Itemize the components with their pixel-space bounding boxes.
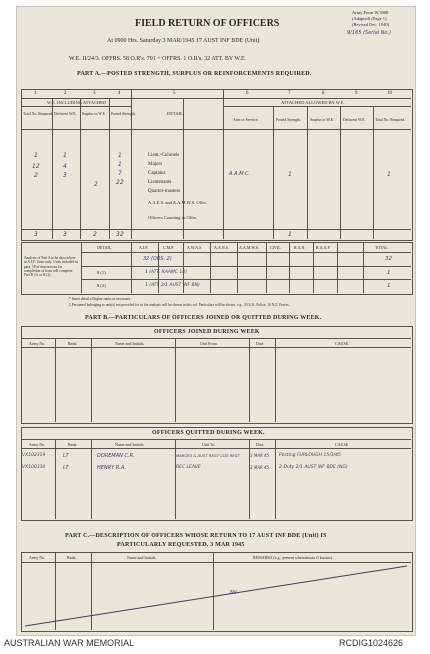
quitted-row1-date: 3 MAR 45	[250, 453, 270, 458]
col-num-2: 2	[64, 91, 67, 96]
detail-note: Analysis of Part A to be shown here in A.I.F. Units only. Units included in para. 18 of instructions for completion of form will complete Part B (1) or B (2).	[24, 256, 78, 278]
group-we-included: W.E. INCLUDING ATTACHED	[47, 100, 107, 105]
val-c4-r3: 7	[118, 170, 122, 177]
col-head-total-required: Total No. Required.	[23, 112, 54, 116]
val-c4-r2: 1	[118, 161, 122, 168]
joined-head-unit: Unit From.	[200, 341, 218, 346]
col-num-4: 4	[118, 91, 121, 96]
val-c1-r2: 12	[32, 163, 40, 170]
detail-row2-total: 1	[387, 270, 391, 276]
val-c3-r4: 2	[94, 181, 98, 188]
detail-row2-aif: 1 (ATT. RAAMC 18)	[145, 270, 187, 275]
quitted-row2-name: HENRY R.A.	[97, 465, 126, 471]
total-c4: 32	[116, 231, 124, 238]
form-id-2: (Adapted) (Page 1)	[352, 16, 387, 21]
val-c4-r4: 22	[116, 179, 124, 186]
detail-row3-aif: 1 (ATT 2/1 AUST INF BN)	[145, 283, 200, 288]
joined-head-army-no: Army No.	[29, 341, 46, 346]
form-title: FIELD RETURN OF OFFICERS	[135, 18, 280, 29]
val-arm: A.A.M.C.	[229, 171, 251, 177]
footnote-1: * Insert detail of higher ranks as necessary.	[69, 297, 131, 301]
joined-title: OFFICERS JOINED DURING WEEK	[154, 329, 260, 335]
val-c10: 1	[387, 171, 391, 178]
detail-row3-total: 1	[387, 283, 391, 289]
detail-head-ran: R.A.N.	[294, 245, 306, 250]
quitted-head-unit: Unit To.	[202, 442, 216, 447]
total-c7: 1	[288, 231, 292, 238]
group-attached-allowed: ATTACHED ALLOWED BY W.E.	[281, 100, 345, 105]
part-c-head-army-no: Army No.	[29, 555, 46, 560]
detail-row2-label: 8 (1)	[97, 270, 106, 275]
detail-row1-aif: 32 (ORS. 2)	[143, 256, 172, 262]
detail-head-cmf: C.M.F.	[163, 245, 175, 250]
detail-head-raaf: R.A.A.F.	[316, 245, 331, 250]
col-num-1: 1	[34, 91, 37, 96]
quitted-row2-unit: REC LEAVE	[176, 465, 201, 470]
rank-lieutenants: Lieutenants	[148, 180, 172, 185]
part-c-heading-2: PARTICULARLY REQUESTED. 3 MAR 1945	[117, 542, 245, 548]
strike-through-line	[21, 562, 411, 630]
footer-record-id: RCDIG1024626	[339, 638, 404, 648]
col-head-att-posted: Posted Strength.	[276, 118, 301, 122]
form-revised: (Revised Dec. 1940)	[352, 22, 390, 27]
quitted-row1-no: VX102319	[22, 453, 46, 458]
joined-head-rank: Rank.	[68, 341, 78, 346]
joined-head-name: Name and Initials.	[115, 341, 145, 346]
col-num-5: 5	[173, 91, 176, 96]
rank-officers-counting: Officers Counting as Offrs.	[148, 215, 198, 220]
joined-head-date: Date.	[256, 341, 265, 346]
part-c-head-rank: Rank.	[67, 555, 77, 560]
quitted-row2-rank: LT	[63, 465, 69, 471]
rank-aaes: A.A.E.S. and A.A.M.W.S. Offrs.	[148, 200, 207, 205]
detail-head-civil: CIVIL.	[270, 245, 282, 250]
quitted-row1-name: DOREMAN C.R.	[97, 453, 135, 459]
part-a-heading: PART A.—POSTED STRENGTH, SURPLUS OR REINFORCEMENTS REQUIRED.	[77, 71, 312, 77]
detail-head-aans: A.A.N.S.	[214, 245, 229, 250]
total-c1: 3	[34, 231, 38, 238]
detail-row3-label: 8 (2)	[97, 283, 106, 288]
detail-head-aif: A.I.F.	[139, 245, 149, 250]
quitted-head-rank: Rank.	[68, 442, 78, 447]
form-sheet	[16, 6, 416, 636]
quitted-row1-rank: LT	[63, 453, 69, 459]
detail-head-detail: DETAIL.	[97, 245, 113, 250]
quitted-head-cause: CAUSE.	[335, 442, 350, 447]
total-c2: 3	[63, 231, 67, 238]
quitted-row1-unit: MARCB3 & AUST REGT CDS REGT	[176, 453, 240, 458]
col-head-deficient: Deficient W.E.	[54, 112, 77, 116]
part-b-heading: PART B.—PARTICULARS OF OFFICERS JOINED OR QUITTED DURING WEEK.	[85, 315, 322, 321]
total-c3: 2	[93, 231, 97, 238]
quitted-row2-no: VX100330	[22, 465, 46, 470]
col-head-att-deficient: Deficient W.E.	[343, 118, 366, 122]
val-c1-r1: 1	[34, 152, 38, 159]
col-num-9: 9	[355, 91, 358, 96]
detail-head-aamws: A.A.M.W.S.	[239, 245, 259, 250]
val-c2-r1: 1	[63, 152, 67, 159]
serial-number: 9/165 (Serial No.)	[347, 30, 392, 36]
detail-head-awas: A.W.A.S.	[187, 245, 203, 250]
rank-captains: Captains	[148, 171, 166, 176]
footnote-2: ‡ Personnel belonging to unit(s) not provided for in the analysis will be shown in this col. Particulars will be shown, e.g., 20 U.K. Police, 10 N.Z. Forces.	[69, 303, 290, 307]
quitted-row2-cause: 2-Duty 2/1 AUST INF BDE (NG)	[279, 465, 348, 470]
rank-lt-col: Lieut.-Colonels	[148, 153, 180, 158]
form-id: Army Form W.3008	[352, 10, 389, 15]
val-c4-r1: 1	[118, 152, 122, 159]
col-head-surplus: Surplus to W.E.	[82, 112, 106, 116]
part-c-head-name: Name and Initials.	[127, 555, 157, 560]
footer-credit: AUSTRALIAN WAR MEMORIAL	[4, 638, 135, 648]
col-num-6: 6	[246, 91, 249, 96]
quitted-table	[21, 427, 413, 521]
col-head-detail: DETAIL.	[167, 111, 185, 116]
val-c2-r2: 4	[63, 163, 67, 170]
col-head-arm: Arm or Service.	[233, 117, 259, 122]
detail-row1-total: 32	[385, 256, 392, 262]
rank-majors: Majors	[148, 162, 163, 167]
col-num-3: 3	[93, 91, 96, 96]
part-c-nil: Nil	[230, 590, 237, 596]
col-num-7: 7	[288, 91, 291, 96]
col-head-att-total: Total No. Required.	[375, 118, 406, 122]
rank-quartermasters: Quarter-masters	[148, 189, 181, 194]
form-line-we: W.E. II/24/3. OFFRS. 58 O.R's. 791 + OFFRS. 1 O.R's. 32 ATT. BY W.E.	[69, 56, 247, 62]
val-c1-r3: 2	[34, 172, 38, 179]
quitted-row2-date: 3 MAR 45	[250, 465, 270, 470]
col-num-10: 10	[387, 91, 392, 96]
part-c-head-remarks: REMARKS (e.g., present whereabouts if known).	[253, 555, 333, 560]
detail-head-total: TOTAL.	[375, 245, 389, 250]
quitted-row1-cause: Posting FURLOUGH 15/3/45	[279, 453, 341, 458]
val-c7: 1	[288, 171, 292, 178]
val-c2-r3: 3	[63, 172, 67, 179]
form-line-unit: At 0900 Hrs. Saturday 3 MAR/1945 17 AUST INF BDE (Unit)	[107, 38, 260, 44]
col-num-8: 8	[322, 91, 325, 96]
quitted-head-army-no: Army No.	[29, 442, 46, 447]
joined-head-cause: CAUSE.	[335, 341, 350, 346]
col-head-posted: Posted Strength.	[111, 112, 136, 116]
part-c-heading: PART C.—DESCRIPTION OF OFFICERS WHOSE RETURN TO 17 AUST INF BDE (Unit) IS	[65, 533, 327, 539]
quitted-head-date: Date.	[256, 442, 265, 447]
quitted-head-name: Name and Initials.	[115, 442, 145, 447]
quitted-title: OFFICERS QUITTED DURING WEEK.	[152, 430, 265, 436]
col-head-att-surplus: Surplus to W.E.	[310, 118, 334, 122]
